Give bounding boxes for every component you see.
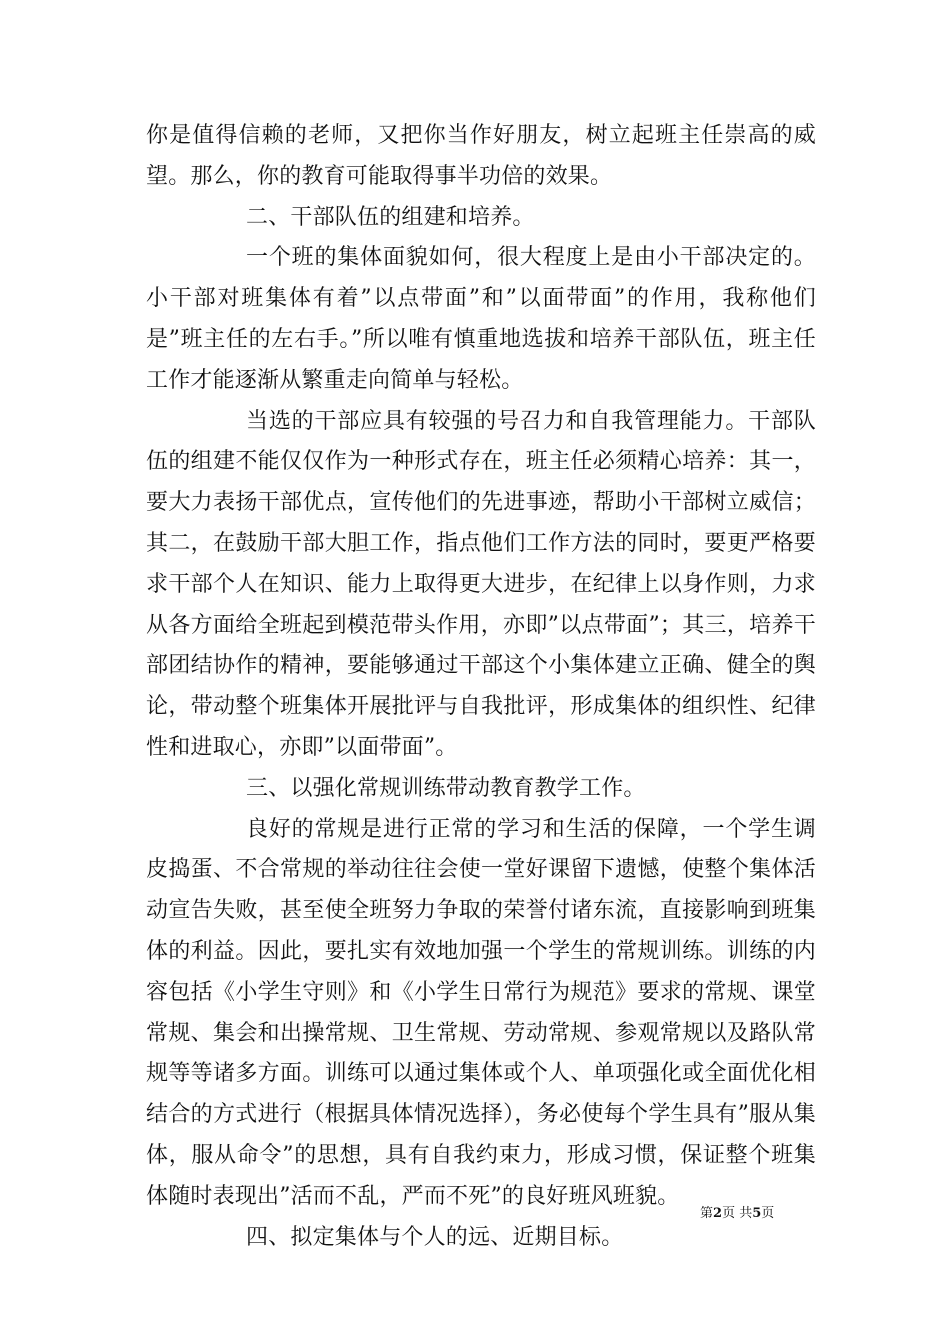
paragraph-cadre-training: 当选的干部应具有较强的号召力和自我管理能力。干部队伍的组建不能仅仅作为一种形式存在，班主任必须精心培养：其一，要大力表扬干部优点，宣传他们的先进事迹，帮助小干部树立威信；其二，在鼓励干部大胆工作，指点他们工作方法的同时，要更严格要求干部个人在知识、能力上取得更大进步，在纪律上以身作则，力求从各方面给全班起到模范带头作用，亦即”以点带面”；其三，培养干部团结协作的精神，要能够通过干部这个小集体建立正确、健全的舆论，带动整个班集体开展批评与自我批评，形成集体的组织性、纪律性和进取心，亦即”以面带面”。 xyxy=(146,408,816,760)
footer-prefix: 第 xyxy=(700,1206,714,1221)
paragraph-cadre-role: 一个班的集体面貌如何，很大程度上是由小干部决定的。小干部对班集体有着”以点带面”和”以面带面”的作用，我称他们是”班主任的左右手。”所以唯有慎重地选拔和培养干部队伍，班主任工作才能逐渐从繁重走向简单与轻松。 xyxy=(146,245,816,393)
section-heading-2: 二、干部队伍的组建和培养。 xyxy=(246,204,535,230)
paragraph-routine-training: 良好的常规是进行正常的学习和生活的保障，一个学生调皮捣蛋、不合常规的举动往往会使一堂好课留下遗憾，使整个集体活动宣告失败，甚至使全班努力争取的荣誉付诸东流，直接影响到班集体的利益。因此，要扎实有效地加强一个学生的常规训练。训练的内容包括《小学生守则》和《小学生日常行为规范》要求的常规、课堂常规、集会和出操常规、卫生常规、劳动常规、参观常规以及路队常规等等诸多方面。训练可以通过集体或个人、单项强化或全面优化相结合的方式进行（根据具体情况选择），务必使每个学生具有”服从集体，服从命令”的思想，具有自我约束力，形成习惯，保证整个班集体随时表现出”活而不乱，严而不死”的良好班风班貌。 xyxy=(146,816,816,1209)
footer-middle: 页 共 xyxy=(722,1206,753,1221)
document-body xyxy=(146,116,816,1258)
paragraph-continuation: 你是值得信赖的老师，又把你当作好朋友，树立起班主任崇高的威望。那么，你的教育可能取得事半功倍的效果。 xyxy=(146,123,816,189)
current-page-number: 2 xyxy=(713,1206,723,1221)
page-number-footer xyxy=(700,1202,774,1221)
section-heading-3: 三、以强化常规训练带动教育教学工作。 xyxy=(246,775,646,801)
section-heading-4: 四、拟定集体与个人的远、近期目标。 xyxy=(246,1224,624,1250)
total-page-number: 5 xyxy=(752,1206,762,1221)
footer-suffix: 页 xyxy=(761,1206,775,1221)
